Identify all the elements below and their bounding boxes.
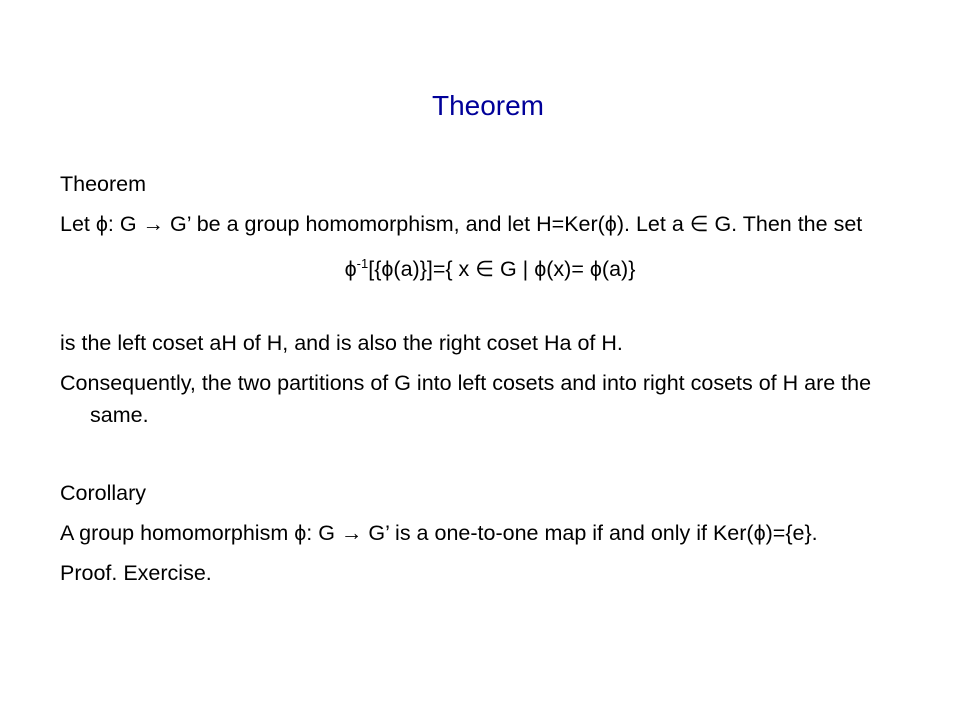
theorem-statement: Let ϕ: G → G’ be a group homomorphism, and let H=Ker(ϕ). Let a ∈ G. Then the set (60, 212, 863, 236)
preimage-formula (60, 248, 920, 285)
corollary-heading: Corollary (60, 481, 147, 506)
formula-superscript: -1 (356, 256, 369, 271)
theorem-heading: Theorem (60, 172, 147, 196)
slide-body (60, 168, 920, 597)
formula-rest: [{ϕ(a)}]={ x ∈ G | ϕ(x)= ϕ(a)} (368, 257, 636, 282)
corollary-statement: A group homomorphism ϕ: G → G’ is a one-to-one map if and only if Ker(ϕ)={e}. (60, 521, 818, 546)
left-coset-text: is the left coset aH of H, and is also the right coset Ha of H. (60, 331, 623, 356)
spacer (60, 439, 920, 477)
proof-text: Proof. Exercise. (60, 561, 212, 586)
formula-prefix: ϕ (344, 257, 357, 282)
spacer (60, 295, 920, 327)
slide-title: Theorem (431, 90, 545, 121)
consequently-text: Consequently, the two partitions of G into left cosets and into right cosets of H are the same. (60, 371, 872, 428)
